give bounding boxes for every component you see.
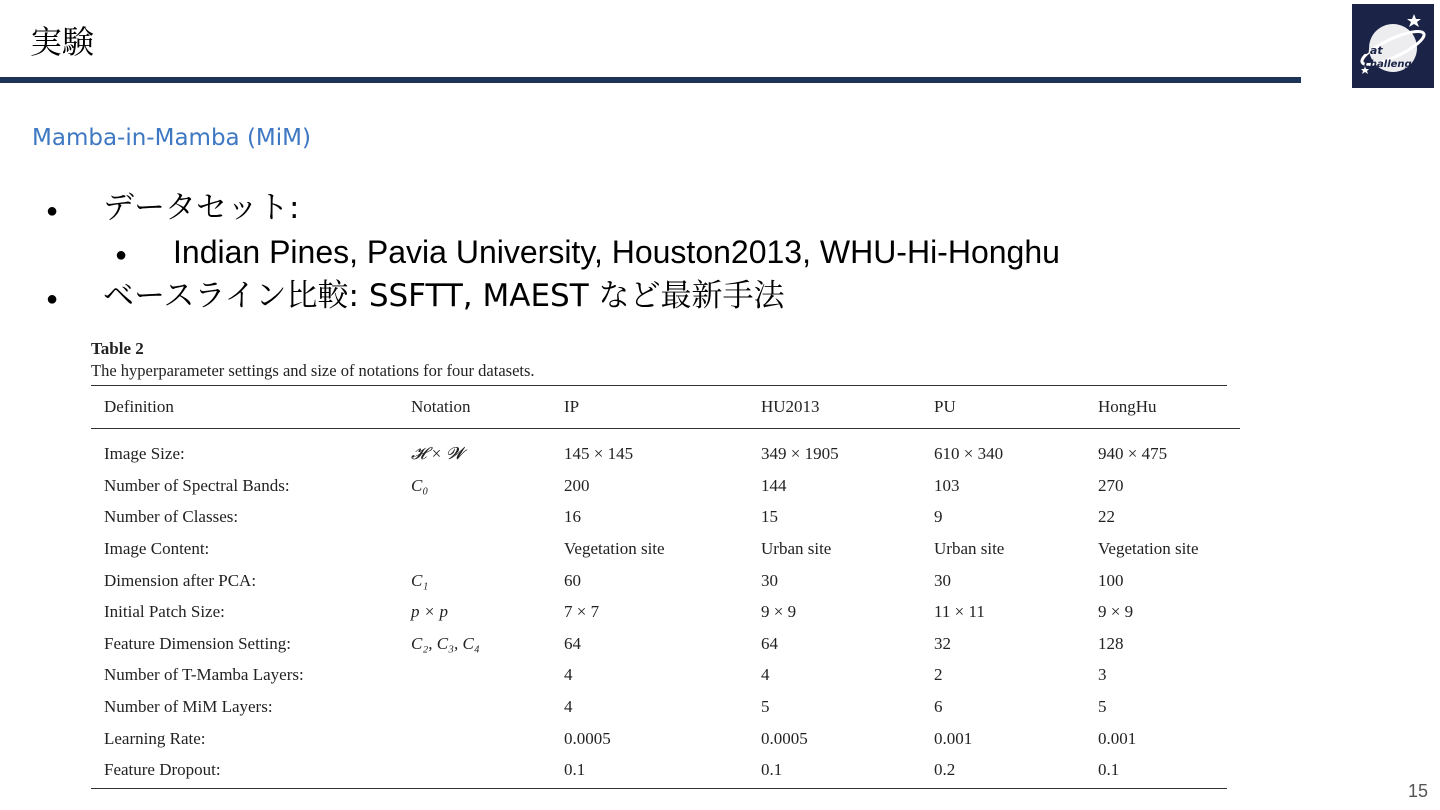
value-cell: 30 bbox=[934, 570, 951, 590]
value-cell: 11 × 11 bbox=[934, 602, 985, 622]
bullet-item-baselines bbox=[46, 274, 785, 321]
hyperparameter-table bbox=[91, 386, 1240, 786]
table-label: Table 2 bbox=[91, 339, 144, 358]
value-cell: Urban site bbox=[934, 538, 1005, 558]
definition-cell: Number of T-Mamba Layers: bbox=[104, 665, 304, 685]
value-cell: Vegetation site bbox=[564, 538, 665, 558]
value-cell: 64 bbox=[761, 633, 778, 653]
value-cell: 0.001 bbox=[1098, 728, 1137, 748]
notation-cell bbox=[411, 723, 564, 755]
value-cell: 32 bbox=[934, 633, 951, 653]
value-cell: 200 bbox=[564, 475, 590, 495]
value-cell: 5 bbox=[1098, 696, 1107, 716]
definition-cell: Initial Patch Size: bbox=[104, 602, 225, 622]
definition-cell: Feature Dropout: bbox=[104, 760, 221, 780]
notation-cell: 𝓗 × 𝓦 bbox=[411, 443, 465, 463]
notation-cell: p × p bbox=[411, 602, 448, 622]
table-header-row bbox=[91, 386, 1240, 429]
value-cell: 5 bbox=[761, 696, 770, 716]
value-cell: 0.0005 bbox=[761, 728, 808, 748]
table-row bbox=[91, 596, 1240, 628]
notation-cell bbox=[411, 691, 564, 723]
section-subtitle: Mamba-in-Mamba (MiM) bbox=[32, 125, 311, 151]
notation-cell bbox=[411, 502, 564, 534]
notation-cell bbox=[411, 533, 564, 565]
table-row bbox=[91, 754, 1240, 786]
value-cell: 60 bbox=[564, 570, 581, 590]
bullet-dot-icon: ● bbox=[46, 287, 59, 310]
value-cell: 2 bbox=[934, 665, 943, 685]
logo-text-challenge: challenge bbox=[1364, 59, 1419, 70]
notation-cell bbox=[411, 660, 564, 692]
bullet-item-datasets bbox=[46, 186, 300, 233]
table-body bbox=[91, 429, 1240, 786]
value-cell: 4 bbox=[564, 696, 573, 716]
value-cell: 3 bbox=[1098, 665, 1107, 685]
value-cell: 270 bbox=[1098, 475, 1124, 495]
bullet-dot-icon: ● bbox=[46, 199, 59, 222]
value-cell: 6 bbox=[934, 696, 943, 716]
value-cell: 9 × 9 bbox=[1098, 602, 1134, 622]
notation-cell: C₁ bbox=[411, 570, 429, 590]
notation-cell: C₀ bbox=[411, 475, 429, 495]
satai-challenge-logo bbox=[1352, 4, 1434, 88]
value-cell: 349 × 1905 bbox=[761, 443, 839, 463]
value-cell: 9 × 9 bbox=[761, 602, 797, 622]
logo-graphic bbox=[1352, 4, 1434, 88]
table-row bbox=[91, 470, 1240, 502]
slide-title: 実験 bbox=[30, 23, 95, 61]
table-row bbox=[91, 691, 1240, 723]
value-cell: 15 bbox=[761, 507, 778, 527]
logo-text-sat: Sat bbox=[1362, 44, 1383, 57]
header-cell: PU bbox=[934, 386, 1098, 429]
table-row bbox=[91, 502, 1240, 534]
header-cell: Notation bbox=[411, 386, 564, 429]
notation-cell: C₂, C₃, C₄ bbox=[411, 633, 480, 653]
definition-cell: Image Content: bbox=[104, 538, 210, 558]
bullet-text: データセット: bbox=[103, 190, 300, 226]
value-cell: 9 bbox=[934, 507, 943, 527]
definition-cell: Number of Classes: bbox=[104, 507, 239, 527]
value-cell: 940 × 475 bbox=[1098, 443, 1168, 463]
table-row bbox=[91, 628, 1240, 660]
value-cell: 610 × 340 bbox=[934, 443, 1004, 463]
value-cell: 103 bbox=[934, 475, 960, 495]
definition-cell: Number of MiM Layers: bbox=[104, 696, 273, 716]
sub-bullet-item-dataset-names bbox=[115, 230, 1060, 277]
table-row bbox=[91, 429, 1240, 471]
bullet-text: ベースライン比較: SSFTT, MAEST など最新手法 bbox=[103, 278, 785, 314]
value-cell: 0.1 bbox=[564, 760, 586, 780]
value-cell: 0.2 bbox=[934, 760, 956, 780]
value-cell: 4 bbox=[761, 665, 770, 685]
definition-cell: Image Size: bbox=[104, 443, 185, 463]
table-row bbox=[91, 723, 1240, 755]
header-cell: Definition bbox=[91, 386, 411, 429]
value-cell: 16 bbox=[564, 507, 581, 527]
page-number: 15 bbox=[1407, 781, 1428, 801]
value-cell: 7 × 7 bbox=[564, 602, 600, 622]
table-caption: The hyperparameter settings and size of notations for four datasets. bbox=[91, 361, 535, 380]
definition-cell: Number of Spectral Bands: bbox=[104, 475, 290, 495]
table-row bbox=[91, 533, 1240, 565]
value-cell: 0.0005 bbox=[564, 728, 611, 748]
header-cell: HU2013 bbox=[761, 386, 934, 429]
bullet-text: Indian Pines, Pavia University, Houston2013, WHU-Hi-Honghu bbox=[173, 234, 1060, 270]
value-cell: Urban site bbox=[761, 538, 832, 558]
definition-cell: Dimension after PCA: bbox=[104, 570, 257, 590]
value-cell: 64 bbox=[564, 633, 581, 653]
value-cell: 0.001 bbox=[934, 728, 973, 748]
value-cell: 144 bbox=[761, 475, 787, 495]
value-cell: 4 bbox=[564, 665, 573, 685]
value-cell: 0.1 bbox=[761, 760, 783, 780]
value-cell: 100 bbox=[1098, 570, 1124, 590]
definition-cell: Feature Dimension Setting: bbox=[104, 633, 291, 653]
definition-cell: Learning Rate: bbox=[104, 728, 206, 748]
title-divider bbox=[0, 77, 1301, 83]
table-row bbox=[91, 565, 1240, 597]
value-cell: 30 bbox=[761, 570, 778, 590]
header-cell: IP bbox=[564, 386, 761, 429]
value-cell: 22 bbox=[1098, 507, 1115, 527]
header-cell: HongHu bbox=[1098, 386, 1240, 429]
table-bottom-rule bbox=[91, 788, 1227, 789]
notation-cell bbox=[411, 754, 564, 786]
value-cell: 145 × 145 bbox=[564, 443, 634, 463]
bullet-dot-icon: ● bbox=[115, 243, 128, 266]
value-cell: Vegetation site bbox=[1098, 538, 1199, 558]
table-row bbox=[91, 660, 1240, 692]
value-cell: 128 bbox=[1098, 633, 1124, 653]
table-figure bbox=[91, 338, 1231, 789]
value-cell: 0.1 bbox=[1098, 760, 1120, 780]
